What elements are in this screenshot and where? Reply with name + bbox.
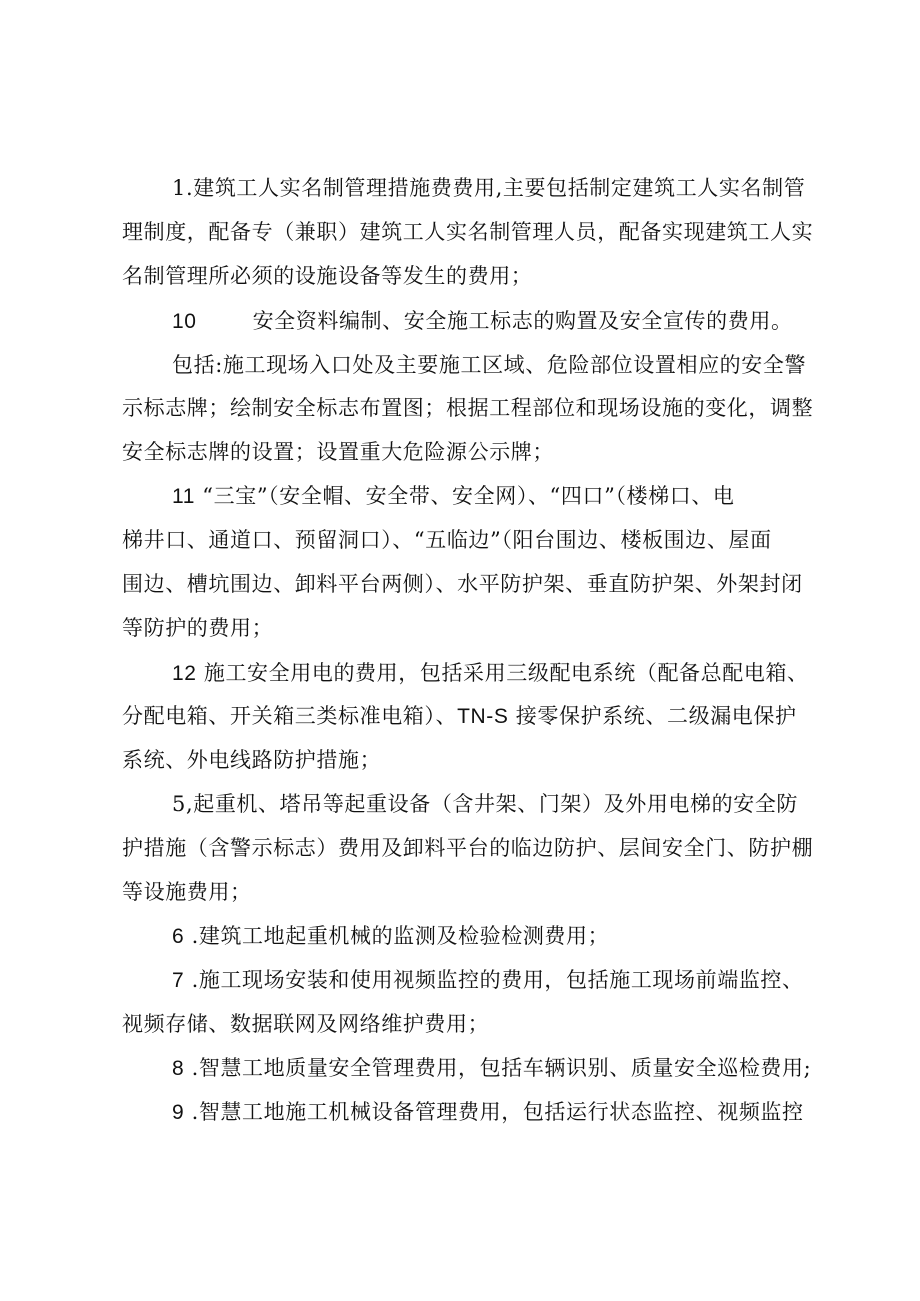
item-1-line-2: 理制度，配备专（兼职）建筑工人实名制管理人员，配备实现建筑工人实 bbox=[122, 220, 814, 244]
item-11-text: “三宝”（安全帽、安全带、安全网）、“四口”（楼梯口、电 bbox=[202, 484, 735, 508]
item-12-line-3: 系统、外电线路防护措施； bbox=[122, 748, 382, 772]
item-8-text: .智慧工地质量安全管理费用，包括车辆识别、质量安全巡检费用; bbox=[191, 1056, 812, 1080]
item-7-text: .施工现场安装和使用视频监控的费用，包括施工现场前端监控、 bbox=[191, 968, 804, 992]
item-10-heading bbox=[172, 307, 793, 336]
item-12-number: 12 bbox=[172, 662, 197, 685]
item-12-line-1 bbox=[172, 659, 809, 688]
item-10-title: 安全资料编制、安全施工标志的购置及安全宣传的费用。 bbox=[252, 309, 793, 333]
item-10-line-1: 包括:施工现场入口处及主要施工区域、危险部位设置相应的安全警 bbox=[172, 353, 807, 377]
item-10-number: 10 bbox=[172, 310, 197, 333]
item-1-line-1: 1.建筑工人实名制管理措施费费用,主要包括制定建筑工人实名制管 bbox=[172, 176, 806, 200]
item-12-line-2-a: 分配电箱、开关箱三类标准电箱）、 bbox=[122, 704, 458, 728]
item-8-number: 8 bbox=[172, 1057, 185, 1080]
item-11-line-3: 围边、槽坑围边、卸料平台两侧）、水平防护架、垂直防护架、外架封闭 bbox=[122, 572, 803, 596]
item-7-line-2: 视频存储、数据联网及网络维护费用； bbox=[122, 1012, 490, 1036]
item-12-line-2 bbox=[122, 702, 797, 731]
item-10-line-3: 安全标志牌的设置；设置重大危险源公示牌； bbox=[122, 440, 554, 464]
item-6-text: .建筑工地起重机械的监测及检验检测费用； bbox=[191, 924, 610, 948]
item-11-line-1 bbox=[172, 482, 735, 511]
item-1-line-3: 名制管理所必须的设施设备等发生的费用； bbox=[122, 264, 533, 288]
item-12-tns: TN-S bbox=[457, 705, 509, 728]
item-9-line-1 bbox=[172, 1098, 804, 1127]
item-11-line-4: 等防护的费用； bbox=[122, 616, 274, 640]
item-11-line-2: 梯井口、通道口、预留洞口）、“五临边”（阳台围边、楼板围边、屋面 bbox=[122, 528, 772, 552]
item-8-line-1 bbox=[172, 1054, 811, 1083]
item-5-line-1: 5,起重机、塔吊等起重设备（含井架、门架）及外用电梯的安全防 bbox=[172, 792, 799, 816]
item-6-number: 6 bbox=[172, 925, 185, 948]
item-12-line-2-c: 接零保护系统、二级漏电保护 bbox=[515, 704, 797, 728]
item-5-line-3: 等设施费用； bbox=[122, 880, 252, 904]
item-6-line-1 bbox=[172, 922, 609, 951]
item-9-text: .智慧工地施工机械设备管理费用，包括运行状态监控、视频监控 bbox=[191, 1100, 804, 1124]
item-9-number: 9 bbox=[172, 1101, 185, 1124]
item-10-line-2: 示标志牌；绘制安全标志布置图；根据工程部位和现场设施的变化，调整 bbox=[122, 396, 814, 420]
item-12-text: 施工安全用电的费用，包括采用三级配电系统（配备总配电箱、 bbox=[203, 661, 809, 685]
item-5-line-2: 护措施（含警示标志）费用及卸料平台的临边防护、层间安全门、防护棚 bbox=[122, 836, 814, 860]
item-7-number: 7 bbox=[172, 969, 185, 992]
item-7-line-1 bbox=[172, 966, 804, 995]
item-11-number: 11 bbox=[172, 485, 195, 508]
